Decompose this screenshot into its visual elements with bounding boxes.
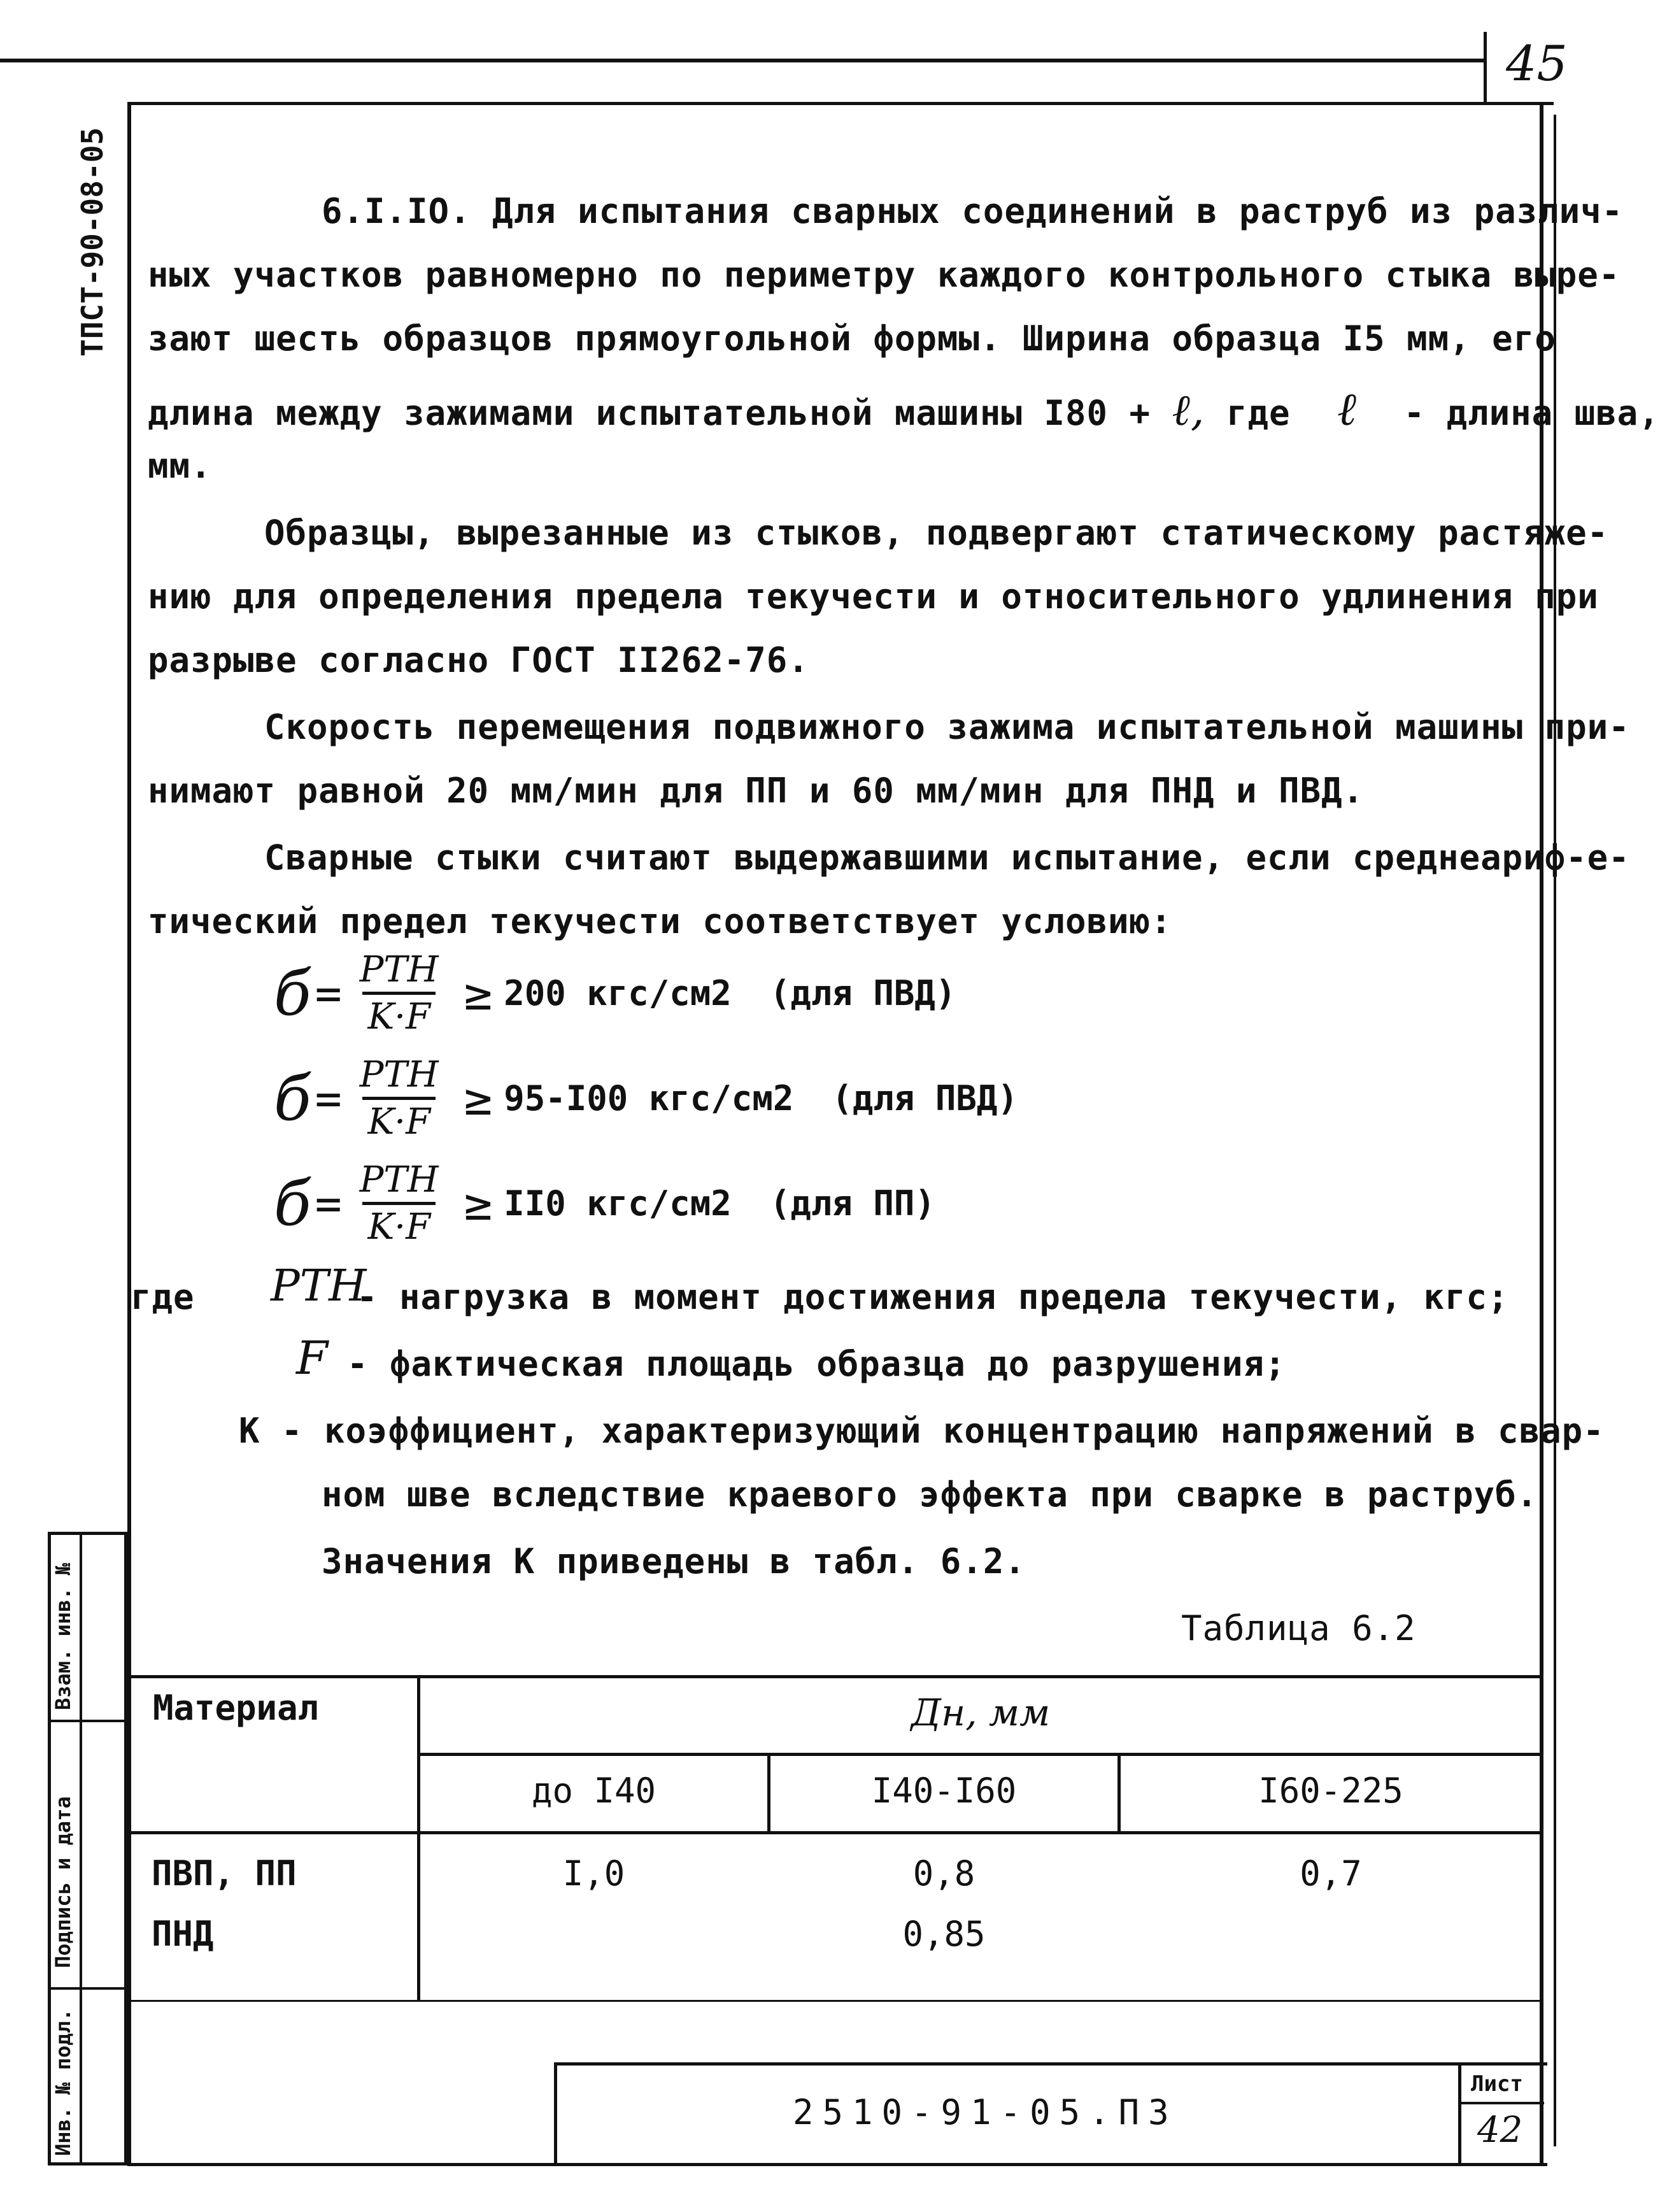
title-block-left bbox=[554, 2062, 557, 2166]
table-header-material: Материал bbox=[153, 1688, 319, 1728]
formula-rhs: 200 кгс/см2 bbox=[504, 973, 732, 1013]
frame-top bbox=[127, 102, 1554, 105]
table-top bbox=[127, 1675, 1541, 1678]
table-header-bottom bbox=[127, 1831, 1541, 1834]
fraction bbox=[355, 949, 444, 1038]
table-bottom bbox=[127, 2000, 1541, 2002]
formula-rhs: 95-I00 кгс/см2 bbox=[504, 1078, 794, 1118]
legend-where: где bbox=[131, 1277, 195, 1317]
stamp-divider bbox=[80, 1532, 82, 2166]
equals-sign: = bbox=[315, 1072, 342, 1125]
table-cell: 0,85 bbox=[902, 1914, 986, 1954]
frame-bottom bbox=[127, 2163, 1547, 2166]
formula-3 bbox=[274, 1159, 935, 1248]
p1-line-1: 6.I.IO. Для испытания сварных соединений в раструб из различ- bbox=[322, 191, 1624, 231]
p1-line-4-c: - длина шва, bbox=[1403, 393, 1660, 433]
table-cell: 0,7 bbox=[1300, 1853, 1362, 1894]
fraction bbox=[355, 1159, 444, 1248]
formula-1 bbox=[274, 949, 956, 1038]
table-row-material: ПВП, ПП bbox=[152, 1853, 297, 1894]
stamp-label-sign: Подпись и дата bbox=[51, 1796, 75, 1968]
fraction-numerator: PТН bbox=[359, 949, 439, 990]
page-number: 45 bbox=[1506, 35, 1568, 92]
p1-line-4 bbox=[148, 382, 1660, 436]
p1-line-3: зают шесть образцов прямоугольной формы. Ширина образца I5 мм, его bbox=[148, 318, 1556, 359]
sheet-number: 42 bbox=[1477, 2109, 1523, 2151]
sheet-box-divider bbox=[1458, 2102, 1544, 2104]
formula-condition: (для ПВД) bbox=[832, 1078, 1018, 1118]
sigma-symbol: б bbox=[274, 1062, 311, 1134]
length-symbol-2: ℓ bbox=[1337, 382, 1358, 436]
p2-line-3: разрыве согласно ГОСТ II262-76. bbox=[148, 640, 809, 680]
fraction-numerator: PТН bbox=[359, 1054, 439, 1095]
side-code: ТПСТ-90-08-05 bbox=[75, 127, 110, 357]
fraction-denominator: K·F bbox=[362, 1202, 436, 1248]
p1-line-5: мм. bbox=[148, 446, 212, 486]
p3-line-2: нимают равной 20 мм/мин для ПП и 60 мм/мин для ПНД и ПВД. bbox=[148, 771, 1365, 811]
p2-line-2: нию для определения предела текучести и относительного удлинения при bbox=[148, 576, 1599, 617]
frame-left bbox=[127, 102, 131, 2166]
sheet-label: Лист bbox=[1471, 2071, 1523, 2097]
table-column-header: I40-I60 bbox=[871, 1771, 1017, 1811]
formula-2 bbox=[274, 1054, 1018, 1143]
sigma-symbol: б bbox=[274, 957, 311, 1029]
table-caption: Таблица 6.2 bbox=[1181, 1608, 1416, 1648]
stamp-label-inv: Инв. № подл. bbox=[51, 2008, 75, 2156]
table-row-material: ПНД bbox=[152, 1914, 214, 1954]
p1-line-2: ных участков равномерно по периметру каждого контрольного стыка выре- bbox=[148, 255, 1621, 295]
formula-condition: (для ПВД) bbox=[769, 973, 956, 1013]
legend-p-text: - нагрузка в момент достижения предела текучести, кгс; bbox=[357, 1277, 1509, 1317]
table-column-header: I60-225 bbox=[1258, 1771, 1403, 1811]
sheet-box-left bbox=[1458, 2062, 1461, 2166]
p1-line-4-a: длина между зажимами испытательной машины I80 + bbox=[148, 393, 1151, 433]
stamp-sep-1 bbox=[48, 1720, 127, 1722]
p3-line-1: Скорость перемещения подвижного зажима испытательной машины при- bbox=[264, 707, 1630, 747]
p2-line-1: Образцы, вырезанные из стыков, подвергают статическому растяже- bbox=[264, 513, 1609, 553]
ge-sign: ≥ bbox=[464, 1176, 493, 1231]
fraction bbox=[355, 1054, 444, 1143]
table-subheader-line bbox=[417, 1753, 1541, 1756]
table-column-header: до I40 bbox=[531, 1771, 656, 1811]
legend-f-text: - фактическая площадь образца до разрушения; bbox=[347, 1344, 1286, 1384]
equals-sign: = bbox=[315, 1177, 342, 1230]
stamp-label-vzam: Взам. инв. № bbox=[51, 1562, 75, 1710]
table-cell: I,0 bbox=[562, 1853, 625, 1894]
length-symbol-1: ℓ, bbox=[1172, 385, 1205, 436]
formula-rhs: II0 кгс/см2 bbox=[504, 1183, 732, 1224]
p4-line-2: тический предел текучести соответствует условию: bbox=[148, 901, 1172, 941]
table-cell: 0,8 bbox=[912, 1853, 975, 1894]
title-block-top bbox=[554, 2062, 1547, 2066]
fraction-denominator: K·F bbox=[362, 1097, 436, 1143]
dn-symbol: Дн, мм bbox=[911, 1691, 1051, 1734]
page-number-box-left bbox=[1484, 32, 1487, 103]
legend-k-line-3: Значения К приведены в табл. 6.2. bbox=[322, 1541, 1026, 1581]
legend-p-symbol: PТН bbox=[271, 1261, 367, 1311]
ge-sign: ≥ bbox=[464, 1071, 493, 1126]
fraction-numerator: PТН bbox=[359, 1159, 439, 1201]
top-rule bbox=[0, 59, 1484, 62]
formula-condition: (для ПП) bbox=[769, 1183, 935, 1224]
legend-k-line-2: ном шве вследствие краевого эффекта при сварке в раструб. bbox=[322, 1474, 1538, 1515]
ge-sign: ≥ bbox=[464, 966, 493, 1021]
table-header-dn bbox=[420, 1691, 1541, 1734]
legend-k-line-1: К - коэффициент, характеризующий концентрацию напряжений в свар- bbox=[239, 1411, 1605, 1451]
fraction-denominator: K·F bbox=[362, 992, 436, 1038]
sheet-code: 2510-91-05.ПЗ bbox=[793, 2092, 1178, 2132]
equals-sign: = bbox=[315, 967, 342, 1020]
sigma-symbol: б bbox=[274, 1167, 311, 1239]
p1-line-4-b: где bbox=[1226, 393, 1291, 433]
stamp-sep-2 bbox=[48, 1987, 127, 1990]
legend-f-symbol: F bbox=[296, 1331, 328, 1385]
p4-line-1: Сварные стыки считают выдержавшими испытание, если среднеариф-е- bbox=[264, 838, 1630, 878]
